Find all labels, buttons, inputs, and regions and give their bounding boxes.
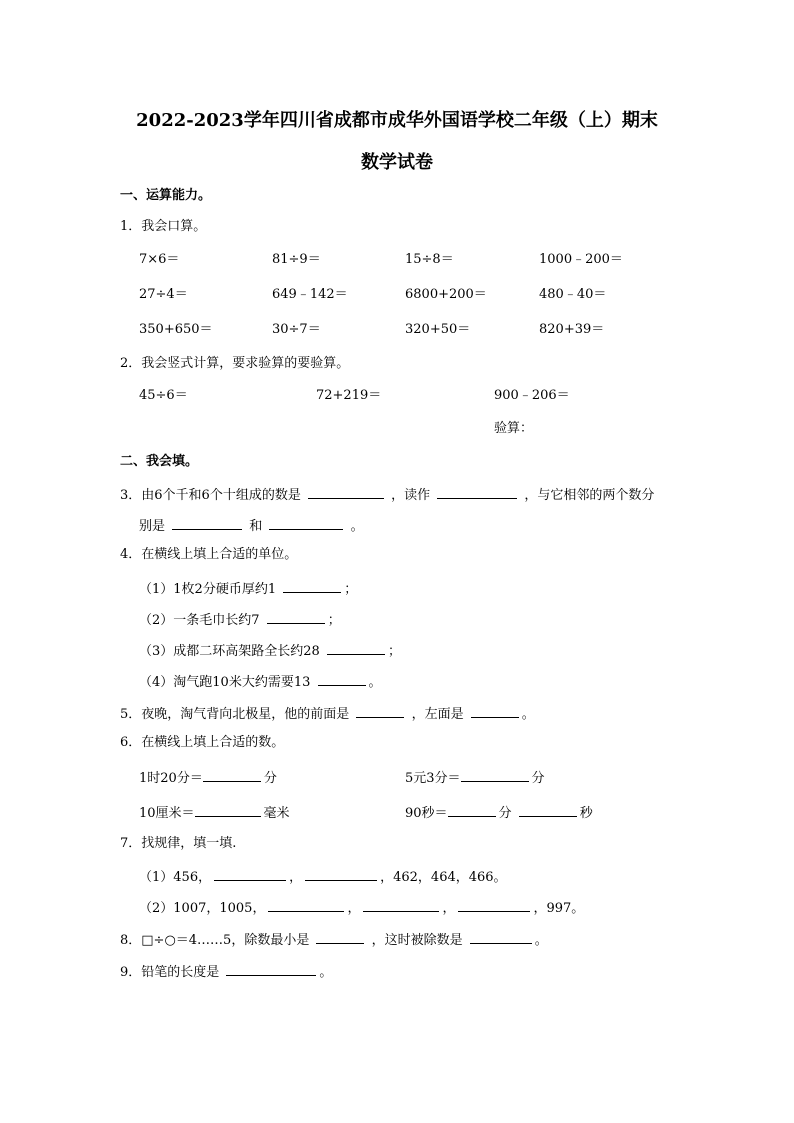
question-4-item-2 <box>139 610 341 629</box>
oral-calc-item: 820+39＝ <box>539 322 605 337</box>
question-3-line2 <box>139 516 364 535</box>
question-text: ，左面是 <box>411 707 464 722</box>
answer-blank[interactable] <box>318 672 366 686</box>
answer-blank[interactable] <box>214 867 286 881</box>
question-text: 5．夜晚，淘气背向北极星，他的前面是 <box>120 707 350 722</box>
unit-label: 分 <box>263 771 277 786</box>
answer-blank[interactable] <box>172 516 242 530</box>
question-text: 8．□÷○＝4……5，除数最小是 <box>120 933 310 948</box>
oral-calc-item: 6800+200＝ <box>405 287 487 302</box>
question-3-line1 <box>120 485 654 504</box>
question-text: 别是 <box>139 519 166 534</box>
oral-calc-item: 350+650＝ <box>139 322 213 337</box>
question-4-item-3 <box>139 641 401 660</box>
answer-blank[interactable] <box>437 485 517 499</box>
question-text: 。 <box>350 519 364 534</box>
question-text: ； <box>344 582 358 597</box>
question-text: ，这时被除数是 <box>371 933 463 948</box>
question-text: 1时20分＝ <box>139 771 203 786</box>
check-label: 验算： <box>494 421 534 436</box>
question-2-stem: 2．我会竖式计算，要求验算的要验算。 <box>120 356 350 371</box>
oral-calc-item: 1000﹣200＝ <box>539 252 623 267</box>
exam-title-line1: 2022-2023学年四川省成都市成华外国语学校二年级（上）期末 <box>136 110 658 131</box>
question-text: （1）1枚2分硬币厚约1 <box>139 582 277 597</box>
vertical-calc-item: 45÷6＝ <box>139 388 188 403</box>
answer-blank[interactable] <box>268 898 344 912</box>
exam-title-line2: 数学试卷 <box>361 152 433 173</box>
unit-label: 分 <box>498 806 512 821</box>
answer-blank[interactable] <box>308 485 384 499</box>
answer-blank[interactable] <box>470 930 532 944</box>
oral-calc-item: 27÷4＝ <box>139 287 188 302</box>
question-7-stem: 7．找规律，填一填. <box>120 836 237 851</box>
question-text: 90秒＝ <box>405 806 448 821</box>
question-6-item-b <box>405 768 545 787</box>
question-7-item-2 <box>139 898 584 917</box>
question-text: 3．由6个千和6个十组成的数是 <box>120 488 301 503</box>
answer-blank[interactable] <box>267 610 325 624</box>
question-1-stem: 1．我会口算。 <box>120 219 207 234</box>
question-6-item-a <box>139 768 277 787</box>
oral-calc-item: 649﹣142＝ <box>272 287 348 302</box>
question-4-item-1 <box>139 579 357 598</box>
question-text: 。 <box>368 675 382 690</box>
question-text: （2）1007，1005， <box>139 901 266 916</box>
question-text: ，与它相邻的两个数分 <box>524 488 655 503</box>
question-text: ，462，464，466。 <box>380 870 507 885</box>
answer-blank[interactable] <box>519 803 577 817</box>
unit-label: 毫米 <box>263 806 290 821</box>
oral-calc-item: 320+50＝ <box>405 322 471 337</box>
oral-calc-item: 81÷9＝ <box>272 252 321 267</box>
unit-label: 秒 <box>579 806 593 821</box>
answer-blank[interactable] <box>363 898 439 912</box>
question-text: ， <box>442 901 456 916</box>
question-text: （1）456， <box>139 870 212 885</box>
question-8 <box>120 930 548 949</box>
section-heading-2: 二、我会填。 <box>120 454 199 469</box>
answer-blank[interactable] <box>283 579 341 593</box>
question-text: 。 <box>319 965 333 980</box>
section-heading-1: 一、运算能力。 <box>120 188 212 203</box>
question-text: 。 <box>521 707 535 722</box>
question-text: 10厘米＝ <box>139 806 195 821</box>
question-4-stem: 4．在横线上填上合适的单位。 <box>120 547 298 562</box>
question-text: ，997。 <box>533 901 585 916</box>
oral-calc-item: 480﹣40＝ <box>539 287 607 302</box>
answer-blank[interactable] <box>203 768 261 782</box>
question-text: （2）一条毛巾长约7 <box>139 613 260 628</box>
question-text: 和 <box>249 519 263 534</box>
question-9 <box>120 962 332 981</box>
question-text: （4）淘气跑10米大约需要13 <box>139 675 311 690</box>
oral-calc-item: 15÷8＝ <box>405 252 454 267</box>
answer-blank[interactable] <box>471 704 519 718</box>
question-text: （3）成都二环高架路全长约28 <box>139 644 320 659</box>
answer-blank[interactable] <box>458 898 530 912</box>
oral-calc-item: 30÷7＝ <box>272 322 321 337</box>
answer-blank[interactable] <box>316 930 364 944</box>
vertical-calc-item: 900﹣206＝ <box>494 388 570 403</box>
question-6-stem: 6．在横线上填上合适的数。 <box>120 735 285 750</box>
question-4-item-4 <box>139 672 382 691</box>
answer-blank[interactable] <box>461 768 529 782</box>
question-text: 9．铅笔的长度是 <box>120 965 220 980</box>
question-text: ， <box>289 870 303 885</box>
question-text: ， <box>347 901 361 916</box>
question-text: ； <box>387 644 401 659</box>
oral-calc-item: 7×6＝ <box>139 252 180 267</box>
question-text: ； <box>327 613 341 628</box>
unit-label: 分 <box>531 771 545 786</box>
answer-blank[interactable] <box>327 641 385 655</box>
answer-blank[interactable] <box>448 803 496 817</box>
answer-blank[interactable] <box>195 803 261 817</box>
answer-blank[interactable] <box>269 516 343 530</box>
answer-blank[interactable] <box>356 704 404 718</box>
answer-blank[interactable] <box>226 962 316 976</box>
vertical-calc-item: 72+219＝ <box>316 388 382 403</box>
question-6-item-d <box>405 803 593 822</box>
question-5 <box>120 704 535 723</box>
question-text: 。 <box>534 933 548 948</box>
question-text: ，读作 <box>391 488 431 503</box>
question-text: 5元3分＝ <box>405 771 461 786</box>
question-6-item-c <box>139 803 290 822</box>
answer-blank[interactable] <box>305 867 377 881</box>
question-7-item-1 <box>139 867 507 886</box>
